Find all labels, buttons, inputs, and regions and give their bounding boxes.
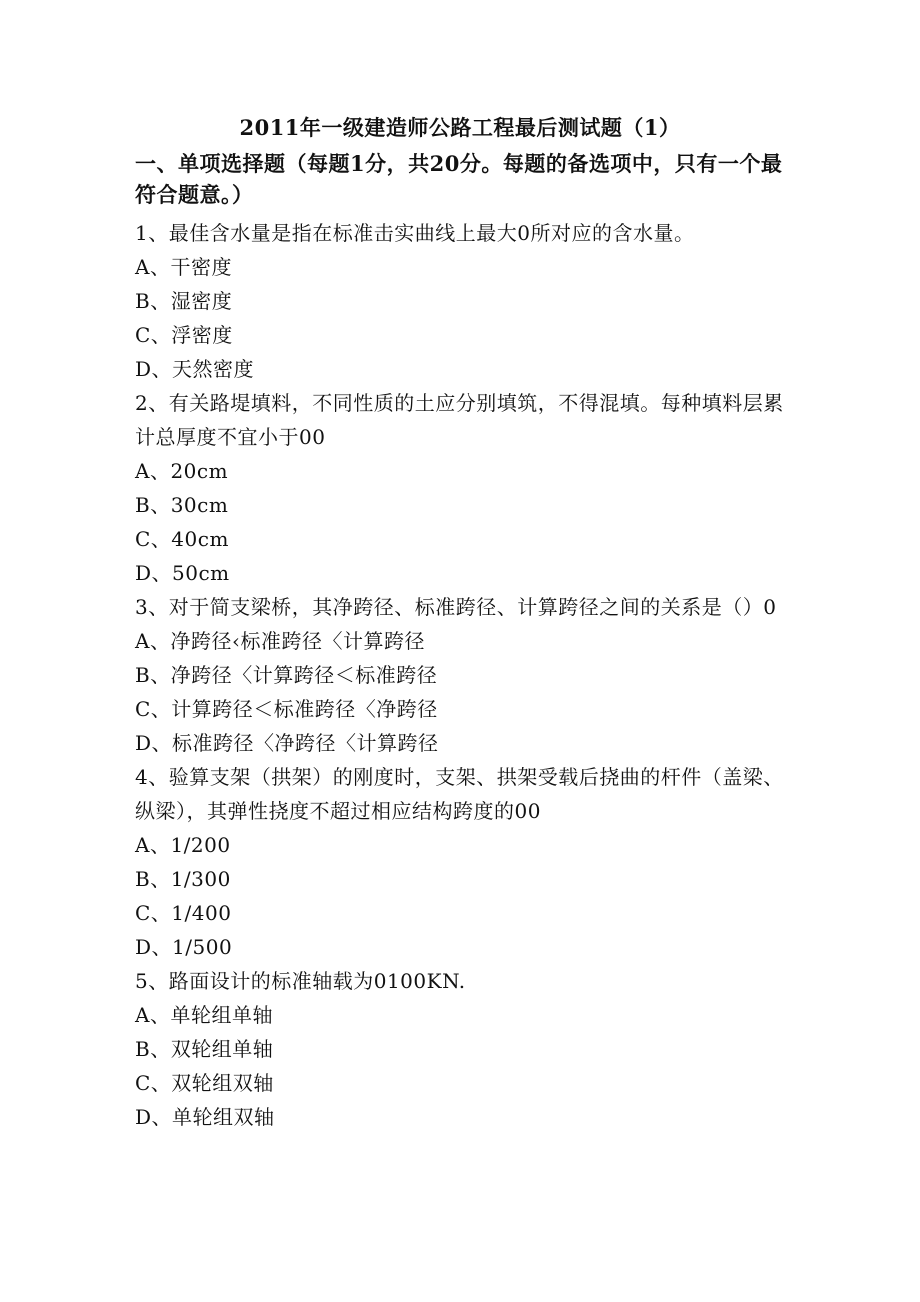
option-c: C、40cm [135,527,229,551]
question-3 [135,590,785,760]
option-d: D、单轮组双轴 [135,1105,275,1129]
question-stem: 1、最佳含水量是指在标准击实曲线上最大0所对应的含水量。 [135,221,695,245]
document-title: 2011年一级建造师公路工程最后测试题（1） [239,115,681,140]
option-a: A、净跨径‹标准跨径〈计算跨径 [135,629,425,653]
option-c: C、双轮组双轴 [135,1071,274,1095]
question-4 [135,760,785,964]
option-b: B、双轮组单轴 [135,1037,274,1061]
question-stem: 3、对于简支梁桥，其净跨径、标准跨径、计算跨径之间的关系是（）0 [135,595,777,619]
option-d: D、天然密度 [135,357,255,381]
option-c: C、浮密度 [135,323,233,347]
option-b: B、湿密度 [135,289,233,313]
option-c: C、1/400 [135,901,232,925]
option-a: A、1/200 [135,833,231,857]
option-a: A、干密度 [135,255,232,279]
question-1 [135,216,785,386]
option-d: D、50cm [135,561,230,585]
question-stem: 2、有关路堤填料，不同性质的土应分别填筑，不得混填。每种填料层累计总厚度不宜小于00 [135,391,784,449]
option-b: B、30cm [135,493,229,517]
option-b: B、净跨径〈计算跨径＜标准跨径 [135,663,438,687]
option-c: C、计算跨径＜标准跨径〈净跨径 [135,697,438,721]
option-a: A、单轮组单轴 [135,1003,273,1027]
option-b: B、1/300 [135,867,231,891]
question-stem: 4、验算支架（拱架）的刚度时，支架、拱架受载后挠曲的杆件（盖梁、纵梁），其弹性挠度不超过相应结构跨度的00 [135,765,784,823]
question-2 [135,386,785,590]
section-heading: 一、单项选择题（每题1分，共20分。每题的备选项中，只有一个最符合题意。） [135,151,783,207]
option-a: A、20cm [135,459,229,483]
question-stem: 5、路面设计的标准轴载为0100KN. [135,969,466,993]
option-d: D、标准跨径〈净跨径〈计算跨径 [135,731,439,755]
question-5 [135,964,785,1134]
question-list [135,216,785,1134]
option-d: D、1/500 [135,935,233,959]
